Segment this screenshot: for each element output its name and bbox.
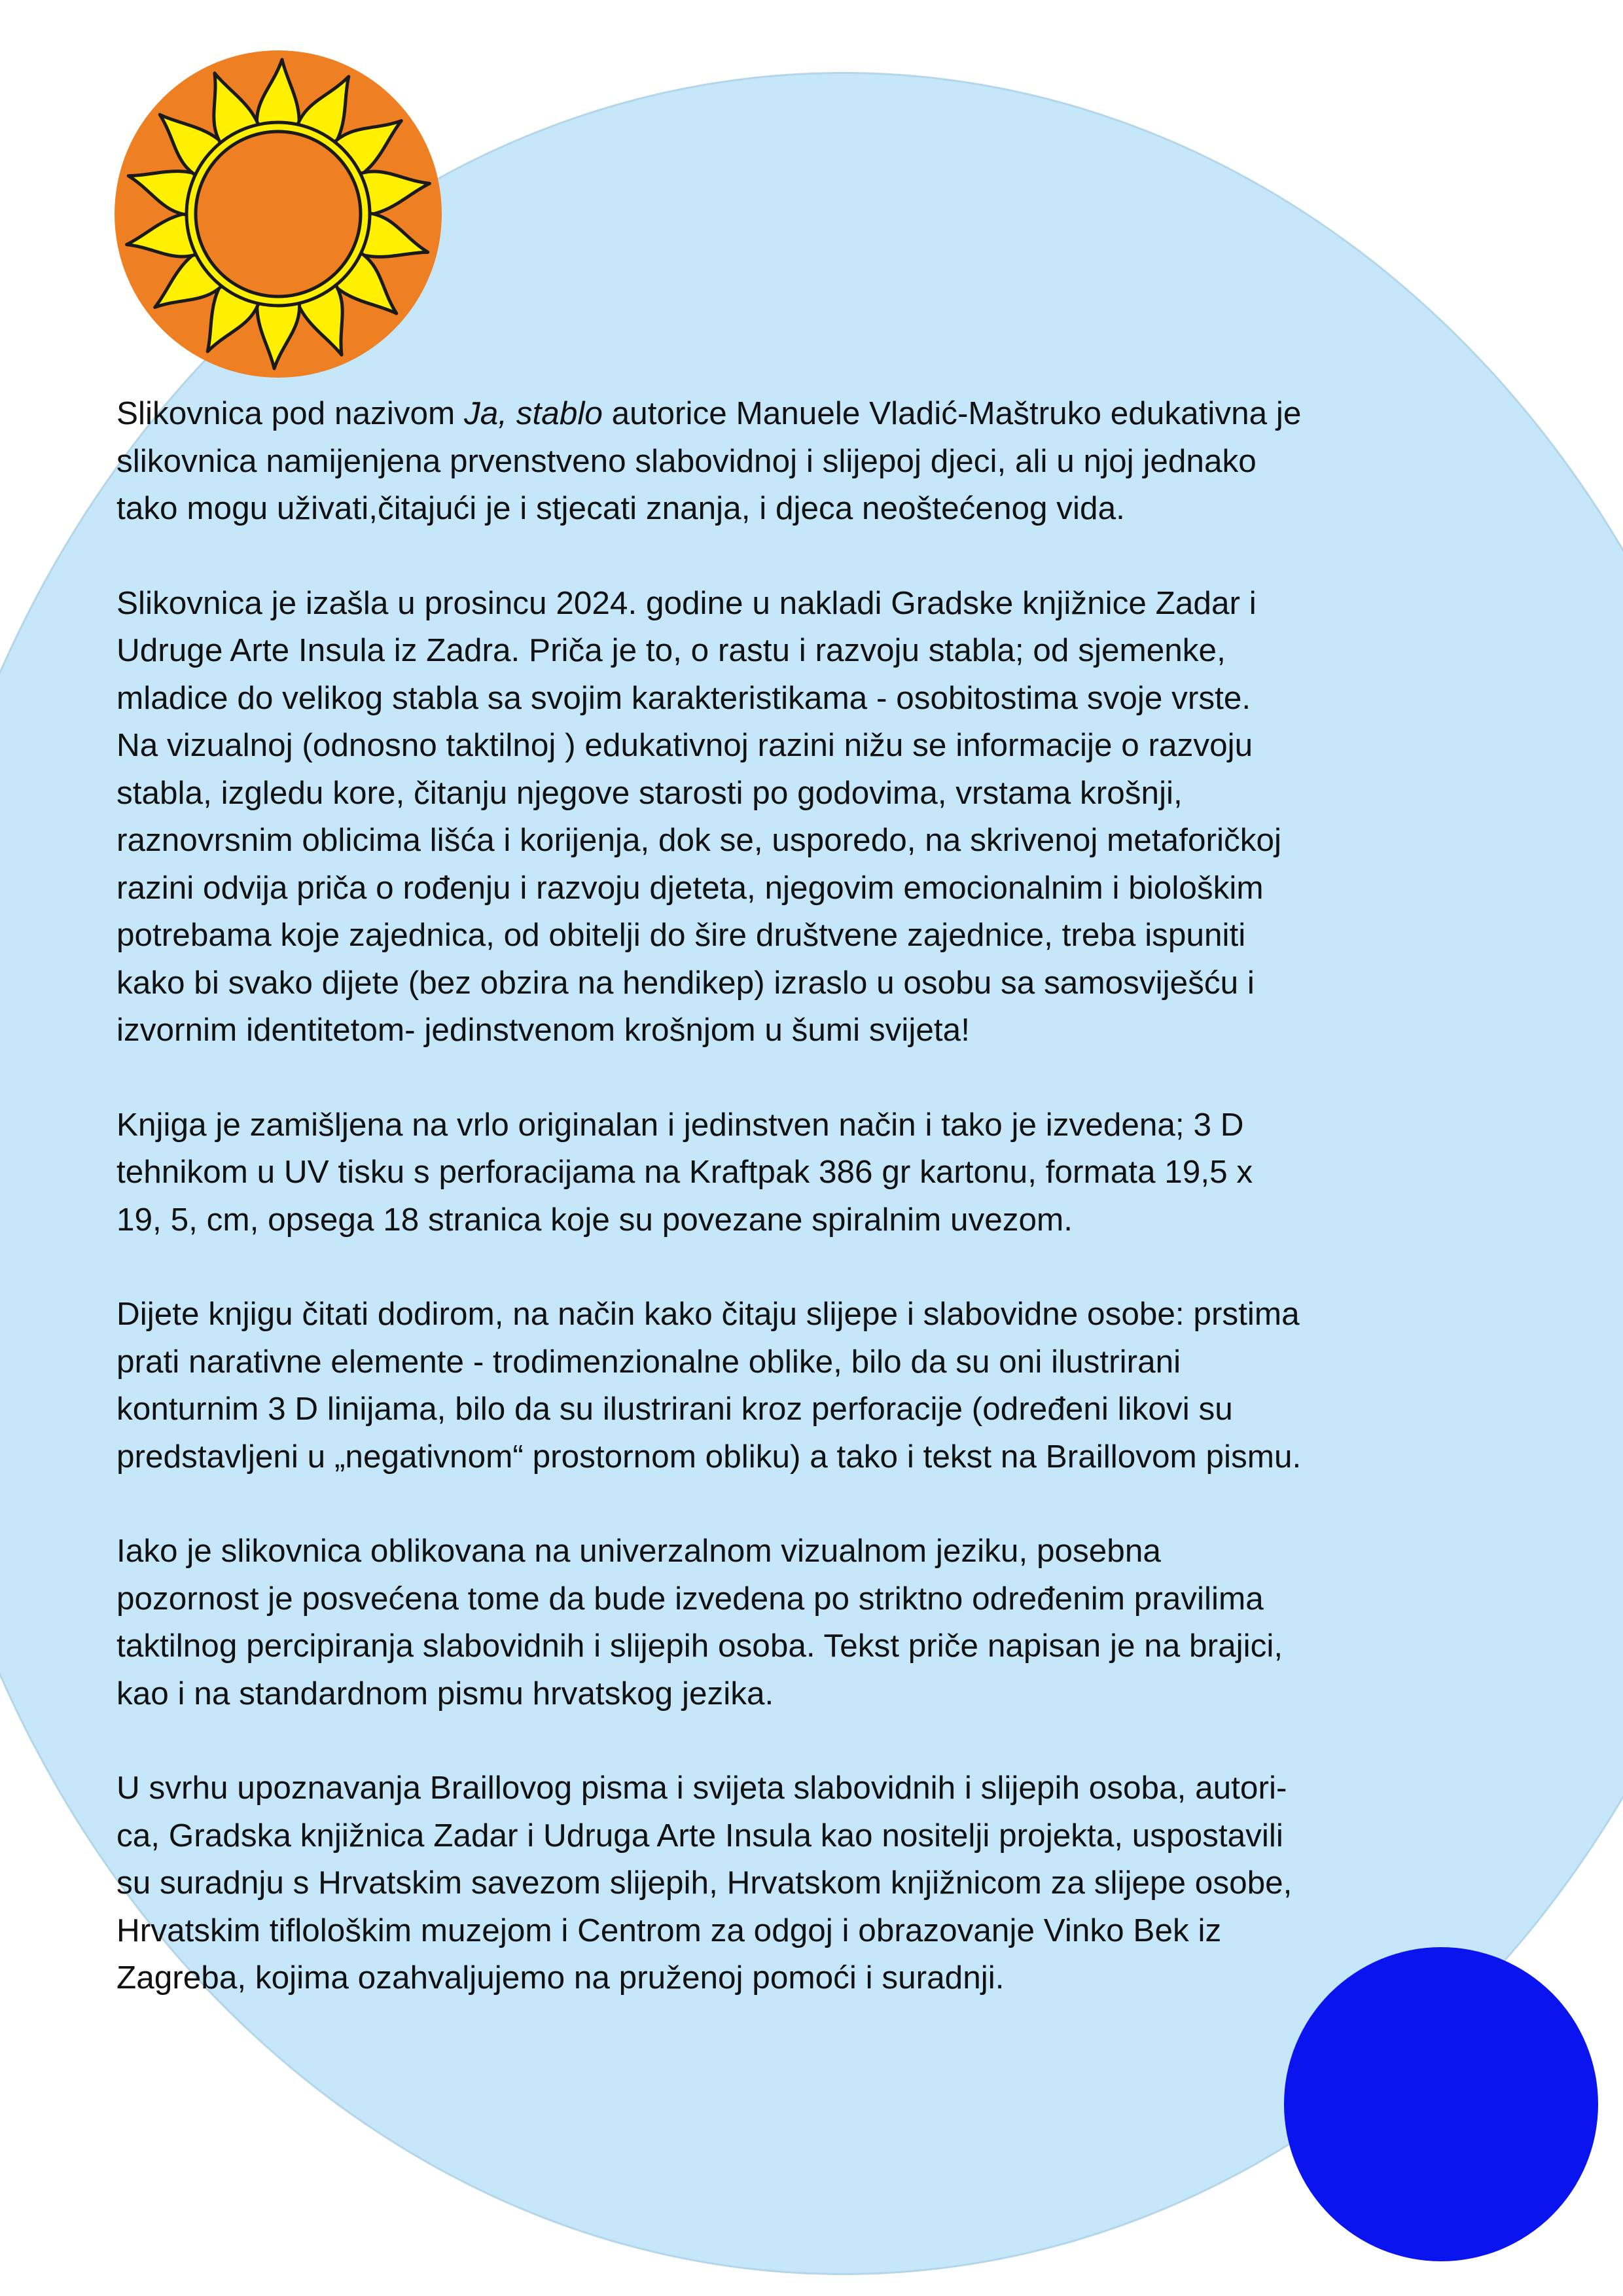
text-line: kao i na standardnom pismu hrvatskog jezika.	[116, 1675, 774, 1712]
sun-icon	[111, 47, 445, 381]
text-line: razini odvija priča o rođenju i razvoju djeteta, njegovim emocionalnim i biološkim	[116, 869, 1264, 906]
text-line: konturnim 3 D linijama, bilo da su ilustrirani kroz perforacije (određeni likovi su	[116, 1391, 1233, 1427]
paragraph-production	[116, 1102, 1543, 1244]
text-line: raznovrsnim oblicima lišća i korijenja, dok se, usporedo, na skrivenoj metaforičkoj	[116, 822, 1281, 858]
text-line: predstavljeni u „negativnom“ prostornom obliku) a tako i tekst na Braillovom pismu.	[116, 1438, 1302, 1475]
text-line: ca, Gradska knjižnica Zadar i Udruga Arte Insula kao nositelji projekta, uspostavili	[116, 1817, 1283, 1854]
text-line: Zagreba, kojima ozahvaljujemo na pruženoj pomoći i suradnji.	[116, 1960, 1005, 1996]
paragraph-reading	[116, 1291, 1543, 1480]
article-body	[116, 390, 1543, 2002]
paragraph-intro	[116, 390, 1543, 533]
text-line: mladice do velikog stabla sa svojim karakteristikama - osobitostima svoje vrste.	[116, 679, 1251, 716]
text-segment: Slikovnica pod nazivom	[116, 395, 465, 431]
text-line: Dijete knjigu čitati dodirom, na način kako čitaju slijepe i slabovidne osobe: prstima	[116, 1296, 1300, 1332]
paragraph-acknowledgements	[116, 1765, 1543, 2002]
text-line: Udruge Arte Insula iz Zadra. Priča je to, o rastu i razvoju stabla; od sjemenke,	[116, 632, 1226, 668]
sun-inner-disc	[196, 132, 361, 296]
text-line: Knjiga je zamišljena na vrlo originalan i jedinstven način i tako je izvedena; 3 D	[116, 1106, 1244, 1143]
text-line: su suradnju s Hrvatskim savezom slijepih, Hrvatskom knjižnicom za slijepe osobe,	[116, 1865, 1293, 1901]
text-line: 19, 5, cm, opsega 18 stranica koje su povezane spiralnim uvezom.	[116, 1201, 1073, 1238]
text-line: pozornost je posvećena tome da bude izvedena po striktno određenim pravilima	[116, 1580, 1264, 1617]
text-line: Iako je slikovnica oblikovana na univerzalnom vizualnom jeziku, posebna	[116, 1533, 1161, 1569]
text-line: Slikovnica je izašla u prosincu 2024. godine u nakladi Gradske knjižnice Zadar i	[116, 584, 1257, 621]
text-line: stabla, izgledu kore, čitanju njegove starosti po godovima, vrstama krošnji,	[116, 774, 1183, 811]
paragraph-publication	[116, 580, 1543, 1054]
text-line: Hrvatskim tiflološkim muzejom i Centrom za odgoj i obrazovanje Vinko Bek iz	[116, 1912, 1222, 1948]
book-title: Ja, stablo	[464, 395, 603, 431]
text-line: taktilnog percipiranja slabovidnih i slijepih osoba. Tekst priče napisan je na brajici,	[116, 1628, 1283, 1664]
text-segment: autorice Manuele Vladić-Maštruko edukativna je	[602, 395, 1302, 431]
text-line: slikovnica namijenjena prvenstveno slabovidnoj i slijepoj djeci, ali u njoj jednako	[116, 442, 1257, 479]
text-line: izvornim identitetom- jedinstvenom krošnjom u šumi svijeta!	[116, 1012, 970, 1048]
text-line: kako bi svako dijete (bez obzira na hendikep) izraslo u osobu sa samosviješću i	[116, 964, 1255, 1001]
paragraph-language	[116, 1528, 1543, 1717]
text-line: tehnikom u UV tisku s perforacijama na Kraftpak 386 gr kartonu, formata 19,5 x	[116, 1154, 1253, 1190]
text-line	[116, 390, 1543, 438]
text-line: prati narativne elemente - trodimenzionalne oblike, bilo da su oni ilustrirani	[116, 1343, 1181, 1380]
text-line: tako mogu uživati,čitajući je i stjecati znanja, i djeca neoštećenog vida.	[116, 490, 1125, 526]
text-line: U svrhu upoznavanja Braillovog pisma i svijeta slabovidnih i slijepih osoba, autori-	[116, 1770, 1287, 1806]
text-line: Na vizualnoj (odnosno taktilnoj ) edukativnoj razini nižu se informacije o razvoju	[116, 727, 1253, 763]
text-line: potrebama koje zajednica, od obitelji do šire društvene zajednice, treba ispuniti	[116, 917, 1246, 953]
